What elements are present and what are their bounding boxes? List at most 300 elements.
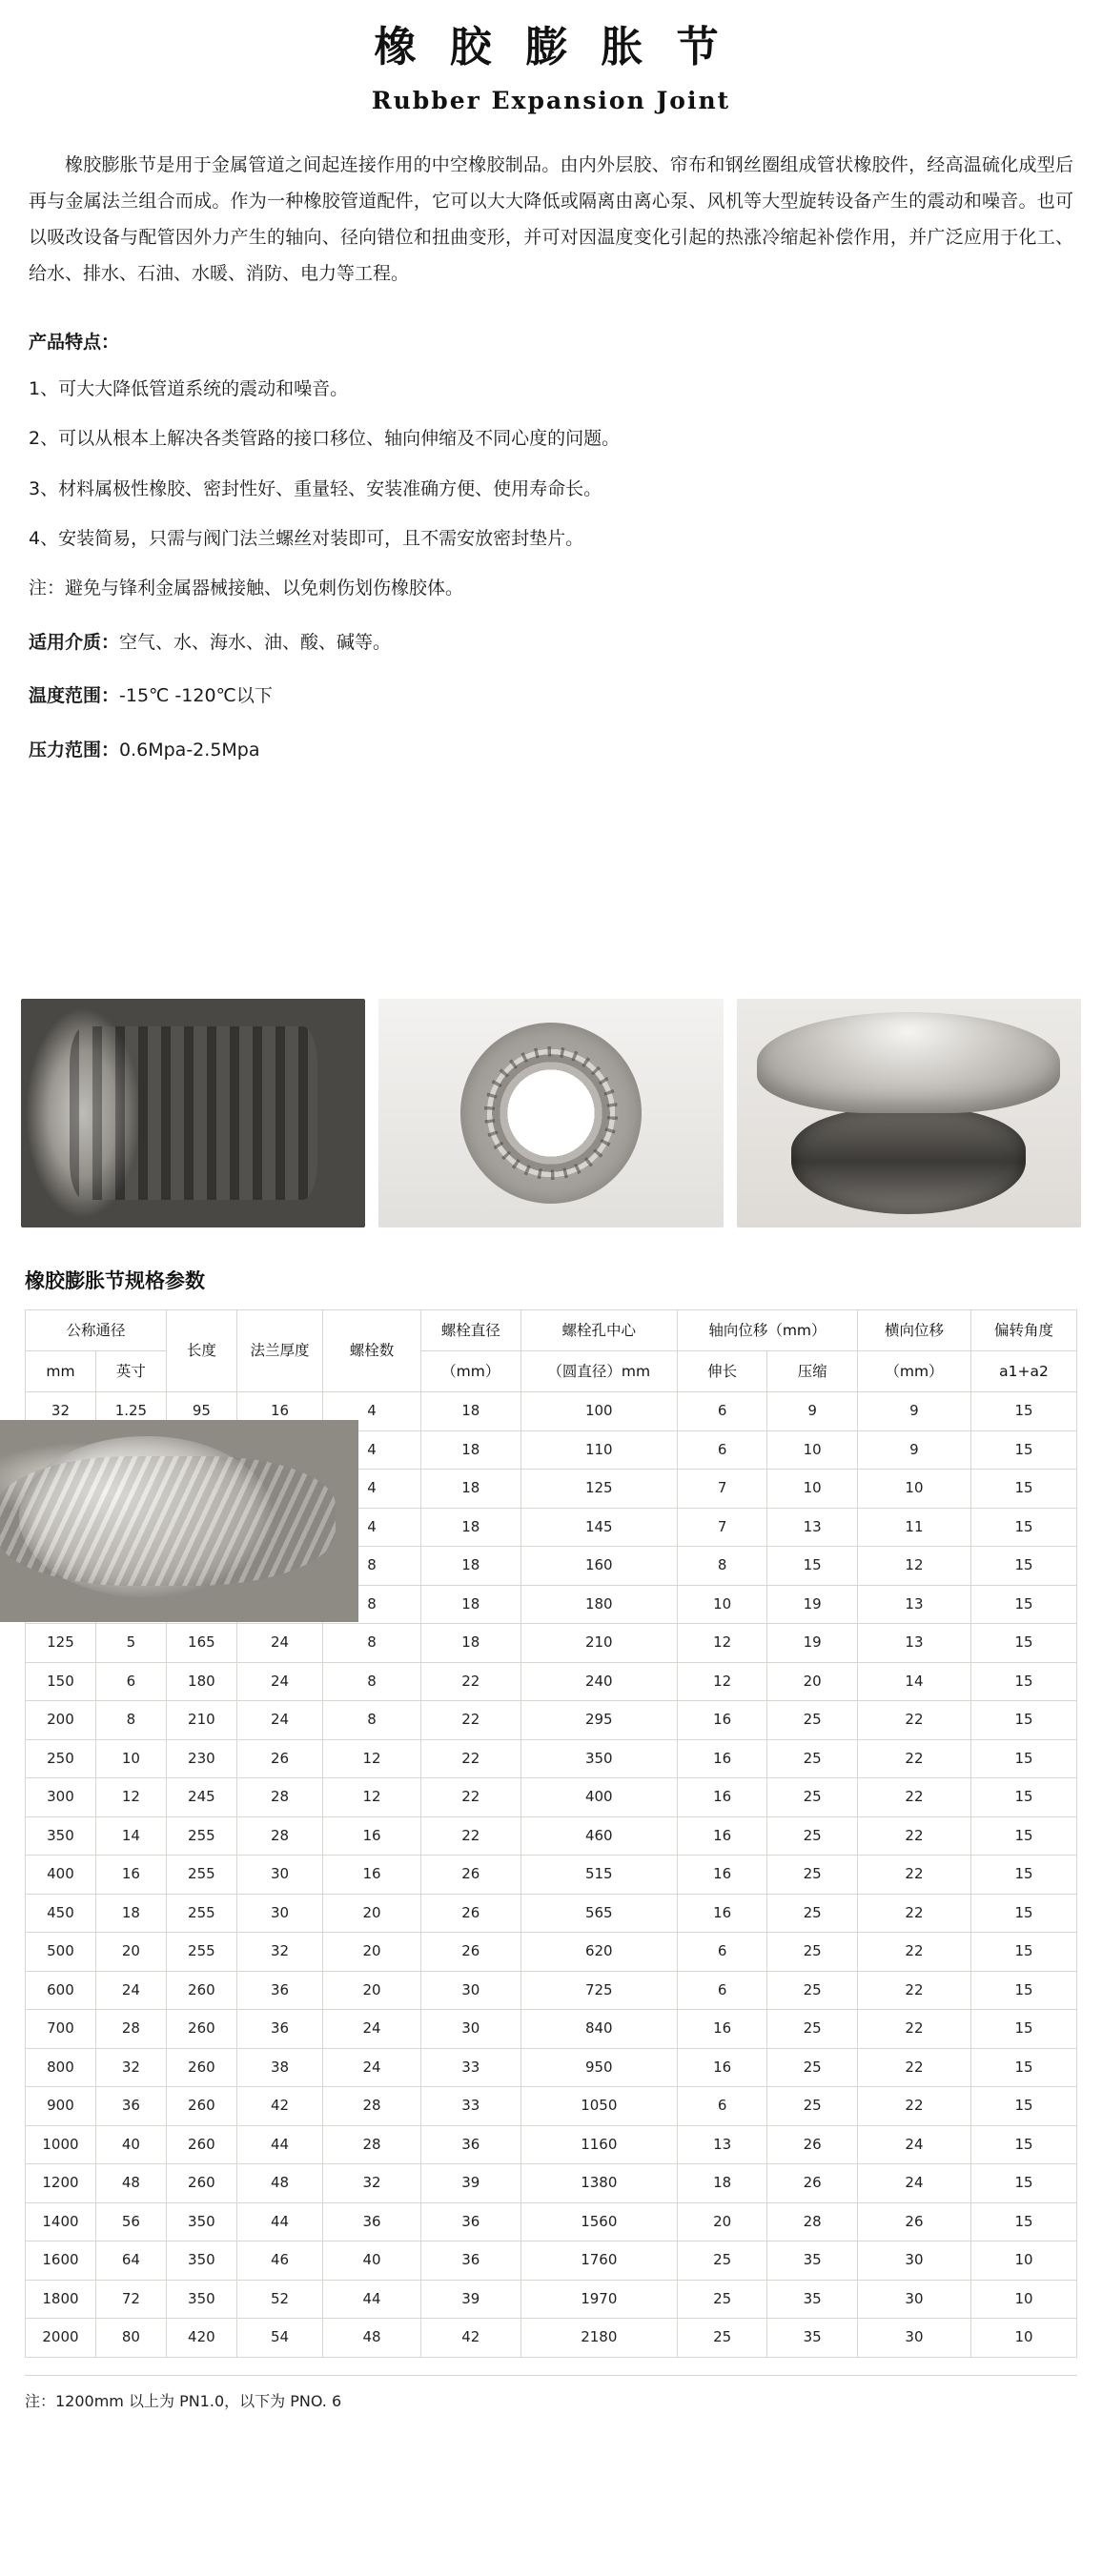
- table-cell: 28: [767, 2202, 857, 2241]
- table-cell: 725: [520, 1971, 677, 2010]
- table-row: [26, 2125, 1077, 2164]
- table-cell: 600: [26, 1971, 96, 2010]
- table-cell: 840: [520, 2010, 677, 2049]
- table-cell: 1600: [26, 2241, 96, 2281]
- table-cell: 22: [857, 1933, 970, 1972]
- table-cell: 9: [857, 1392, 970, 1431]
- table-cell: 6: [677, 1430, 766, 1470]
- table-cell: 15: [971, 1856, 1077, 1895]
- product-photo-bellow: [21, 999, 365, 1227]
- table-cell: 20: [323, 1933, 421, 1972]
- table-cell: 16: [677, 1701, 766, 1740]
- table-cell: 42: [420, 2319, 520, 2358]
- table-cell: 22: [420, 1739, 520, 1778]
- table-cell: 12: [677, 1662, 766, 1701]
- table-title: 橡胶膨胀节规格参数: [25, 1268, 205, 1292]
- table-cell: 30: [236, 1894, 322, 1933]
- features-list: [0, 375, 1102, 554]
- list-item: 3、材料属极性橡胶、密封性好、重量轻、安装准确方便、使用寿命长。: [29, 477, 602, 499]
- col-header-deflection-angle: 偏转角度: [971, 1309, 1077, 1350]
- table-cell: 255: [166, 1933, 236, 1972]
- table-cell: 260: [166, 2125, 236, 2164]
- table-cell: 42: [236, 2087, 322, 2126]
- table-cell: 25: [767, 1971, 857, 2010]
- table-cell: 28: [95, 2010, 166, 2049]
- table-cell: 400: [26, 1856, 96, 1895]
- table-row: [26, 1933, 1077, 1972]
- table-cell: 10: [971, 2280, 1077, 2319]
- table-cell: 1380: [520, 2164, 677, 2203]
- table-cell: 16: [677, 2010, 766, 2049]
- table-cell: 36: [420, 2125, 520, 2164]
- table-cell: 18: [677, 2164, 766, 2203]
- table-cell: 20: [95, 1933, 166, 1972]
- table-cell: 5: [95, 1624, 166, 1663]
- table-cell: 210: [520, 1624, 677, 1663]
- table-cell: 515: [520, 1856, 677, 1895]
- table-cell: 25: [677, 2241, 766, 2281]
- table-cell: 18: [420, 1508, 520, 1547]
- table-cell: 15: [971, 2087, 1077, 2126]
- col-header-bolt-count: 螺栓数: [323, 1309, 421, 1391]
- table-cell: 24: [95, 1971, 166, 2010]
- table-cell: 8: [323, 1701, 421, 1740]
- table-cell: 15: [971, 2125, 1077, 2164]
- table-cell: 26: [420, 1894, 520, 1933]
- table-cell: 18: [420, 1430, 520, 1470]
- table-cell: 44: [236, 2202, 322, 2241]
- table-cell: 44: [323, 2280, 421, 2319]
- table-cell: 10: [767, 1470, 857, 1509]
- table-row: [26, 1701, 1077, 1740]
- table-cell: 800: [26, 2048, 96, 2087]
- table-cell: 16: [323, 1856, 421, 1895]
- table-row: [26, 2010, 1077, 2049]
- table-cell: 255: [166, 1894, 236, 1933]
- spec-medium: [29, 628, 1073, 657]
- table-cell: 420: [166, 2319, 236, 2358]
- table-cell: 1760: [520, 2241, 677, 2281]
- table-cell: 12: [677, 1624, 766, 1663]
- table-cell: 36: [323, 2202, 421, 2241]
- table-cell: 26: [767, 2164, 857, 2203]
- table-cell: 4: [323, 1430, 421, 1470]
- spec-pressure-label: 压力范围：: [29, 739, 120, 761]
- table-cell: 16: [677, 1816, 766, 1856]
- table-cell: 18: [420, 1585, 520, 1624]
- table-cell: 24: [857, 2125, 970, 2164]
- table-cell: 35: [767, 2280, 857, 2319]
- table-cell: 18: [95, 1894, 166, 1933]
- table-cell: 30: [236, 1856, 322, 1895]
- table-cell: 1560: [520, 2202, 677, 2241]
- table-cell: 15: [971, 1739, 1077, 1778]
- table-cell: 20: [323, 1894, 421, 1933]
- table-cell: 230: [166, 1739, 236, 1778]
- list-item: 1、可大大降低管道系统的震动和噪音。: [29, 377, 349, 399]
- table-cell: 30: [420, 1971, 520, 2010]
- product-photo-cone: [737, 999, 1081, 1227]
- table-cell: 125: [520, 1470, 677, 1509]
- table-cell: 19: [767, 1624, 857, 1663]
- table-cell: 100: [520, 1392, 677, 1431]
- table-row: [26, 2280, 1077, 2319]
- table-cell: 54: [236, 2319, 322, 2358]
- table-cell: 300: [26, 1778, 96, 1817]
- safety-note: 注：避免与锋利金属器械接触、以免刺伤划伤橡胶体。: [29, 578, 464, 599]
- table-cell: 80: [95, 2319, 166, 2358]
- list-item: 2、可以从根本上解决各类管路的接口移位、轴向伸缩及不同心度的问题。: [29, 428, 621, 450]
- table-cell: 26: [420, 1933, 520, 1972]
- table-cell: 15: [971, 2164, 1077, 2203]
- table-cell: 250: [26, 1739, 96, 1778]
- table-cell: 460: [520, 1816, 677, 1856]
- table-cell: 13: [767, 1508, 857, 1547]
- spec-temperature-value: -15℃ -120℃以下: [119, 685, 273, 707]
- table-cell: 48: [95, 2164, 166, 2203]
- table-cell: 255: [166, 1816, 236, 1856]
- table-cell: 15: [971, 1508, 1077, 1547]
- table-cell: 16: [236, 1392, 322, 1431]
- table-cell: 24: [236, 1624, 322, 1663]
- table-cell: 25: [767, 1816, 857, 1856]
- table-cell: 95: [166, 1392, 236, 1431]
- table-cell: 24: [236, 1701, 322, 1740]
- table-cell: 22: [857, 2010, 970, 2049]
- table-cell: 1160: [520, 2125, 677, 2164]
- table-row: [26, 1894, 1077, 1933]
- table-cell: 15: [971, 2010, 1077, 2049]
- table-row: [26, 1971, 1077, 2010]
- table-cell: 36: [420, 2202, 520, 2241]
- table-cell: 33: [420, 2087, 520, 2126]
- table-cell: 15: [971, 1662, 1077, 1701]
- rubber-joint-bundle-image: [0, 1420, 358, 1622]
- table-cell: 25: [767, 2010, 857, 2049]
- table-row: [26, 1662, 1077, 1701]
- page-title-cn: 橡 胶 膨 胀 节: [374, 23, 728, 71]
- table-cell: 25: [767, 1894, 857, 1933]
- table-cell: 14: [857, 1662, 970, 1701]
- table-cell: 11: [857, 1508, 970, 1547]
- table-cell: 12: [323, 1778, 421, 1817]
- table-cell: 6: [677, 1392, 766, 1431]
- table-cell: 295: [520, 1701, 677, 1740]
- table-cell: 25: [677, 2319, 766, 2358]
- table-cell: 15: [971, 1585, 1077, 1624]
- col-subheader-angle: a1+a2: [971, 1351, 1077, 1392]
- table-cell: 180: [520, 1585, 677, 1624]
- table-cell: 16: [677, 2048, 766, 2087]
- table-cell: 25: [767, 1701, 857, 1740]
- table-cell: 15: [971, 2202, 1077, 2241]
- table-cell: 255: [166, 1856, 236, 1895]
- table-cell: 7: [677, 1508, 766, 1547]
- table-cell: 15: [971, 1816, 1077, 1856]
- table-cell: 12: [95, 1778, 166, 1817]
- table-cell: 15: [971, 1933, 1077, 1972]
- table-cell: 30: [420, 2010, 520, 2049]
- table-cell: 620: [520, 1933, 677, 1972]
- table-cell: 48: [323, 2319, 421, 2358]
- table-cell: 260: [166, 2010, 236, 2049]
- table-cell: 13: [677, 2125, 766, 2164]
- table-cell: 15: [971, 1470, 1077, 1509]
- table-cell: 6: [677, 1933, 766, 1972]
- table-cell: 400: [520, 1778, 677, 1817]
- table-cell: 240: [520, 1662, 677, 1701]
- table-cell: 15: [971, 1778, 1077, 1817]
- table-cell: 950: [520, 2048, 677, 2087]
- table-cell: 22: [420, 1701, 520, 1740]
- table-cell: 15: [971, 1547, 1077, 1586]
- table-cell: 64: [95, 2241, 166, 2281]
- table-cell: 56: [95, 2202, 166, 2241]
- table-cell: 110: [520, 1430, 677, 1470]
- table-cell: 25: [767, 1739, 857, 1778]
- table-cell: 260: [166, 1971, 236, 2010]
- table-cell: 245: [166, 1778, 236, 1817]
- table-cell: 28: [323, 2125, 421, 2164]
- table-cell: 165: [166, 1624, 236, 1663]
- table-cell: 20: [677, 2202, 766, 2241]
- table-cell: 16: [677, 1856, 766, 1895]
- product-photo-bundle: [0, 1420, 358, 1622]
- table-cell: 25: [677, 2280, 766, 2319]
- table-cell: 10: [857, 1470, 970, 1509]
- table-cell: 4: [323, 1470, 421, 1509]
- table-cell: 33: [420, 2048, 520, 2087]
- table-cell: 180: [166, 1662, 236, 1701]
- table-cell: 8: [677, 1547, 766, 1586]
- table-cell: 2180: [520, 2319, 677, 2358]
- table-cell: 13: [857, 1624, 970, 1663]
- spec-pressure-value: 0.6Mpa-2.5Mpa: [119, 739, 260, 761]
- table-cell: 15: [971, 1624, 1077, 1663]
- table-cell: 39: [420, 2280, 520, 2319]
- table-cell: 260: [166, 2087, 236, 2126]
- table-cell: 4: [323, 1392, 421, 1431]
- table-cell: 565: [520, 1894, 677, 1933]
- table-cell: 15: [971, 1971, 1077, 2010]
- table-cell: 350: [166, 2202, 236, 2241]
- table-cell: 500: [26, 1933, 96, 1972]
- table-row: [26, 2202, 1077, 2241]
- table-cell: 36: [420, 2241, 520, 2281]
- col-subheader-lateral-unit: （mm）: [857, 1351, 970, 1392]
- table-row: [26, 2319, 1077, 2358]
- table-cell: 6: [677, 2087, 766, 2126]
- table-cell: 25: [767, 2087, 857, 2126]
- table-cell: 36: [236, 2010, 322, 2049]
- table-cell: 18: [420, 1547, 520, 1586]
- spec-temperature: [29, 681, 1073, 710]
- table-cell: 15: [971, 1392, 1077, 1431]
- table-cell: 28: [323, 2087, 421, 2126]
- table-cell: 9: [767, 1392, 857, 1431]
- col-subheader-mm: mm: [26, 1351, 96, 1392]
- features-heading: 产品特点：: [29, 331, 120, 353]
- table-cell: 15: [767, 1547, 857, 1586]
- table-row: [26, 1739, 1077, 1778]
- table-cell: 28: [236, 1816, 322, 1856]
- table-row: [26, 1856, 1077, 1895]
- table-cell: 14: [95, 1816, 166, 1856]
- table-cell: 7: [677, 1470, 766, 1509]
- table-cell: 10: [767, 1430, 857, 1470]
- col-subheader-extension: 伸长: [677, 1351, 766, 1392]
- table-cell: 15: [971, 1430, 1077, 1470]
- table-cell: 72: [95, 2280, 166, 2319]
- col-header-axial-displacement: 轴向位移（mm）: [677, 1309, 857, 1350]
- col-subheader-bolt-hole-center-unit: （圆直径）mm: [520, 1351, 677, 1392]
- table-cell: 26: [420, 1856, 520, 1895]
- table-cell: 22: [857, 1816, 970, 1856]
- table-cell: 13: [857, 1585, 970, 1624]
- table-cell: 1200: [26, 2164, 96, 2203]
- table-cell: 22: [420, 1662, 520, 1701]
- table-cell: 16: [677, 1778, 766, 1817]
- table-cell: 8: [323, 1547, 421, 1586]
- table-cell: 35: [767, 2319, 857, 2358]
- table-cell: 24: [857, 2164, 970, 2203]
- table-cell: 26: [236, 1739, 322, 1778]
- table-cell: 25: [767, 1778, 857, 1817]
- table-cell: 350: [166, 2241, 236, 2281]
- list-item: 4、安装简易，只需与阀门法兰螺丝对装即可，且不需安放密封垫片。: [29, 527, 584, 549]
- table-cell: 350: [520, 1739, 677, 1778]
- table-row: [26, 2241, 1077, 2281]
- table-cell: 38: [236, 2048, 322, 2087]
- table-cell: 700: [26, 2010, 96, 2049]
- table-cell: 22: [857, 1894, 970, 1933]
- table-cell: 1800: [26, 2280, 96, 2319]
- table-cell: 48: [236, 2164, 322, 2203]
- table-cell: 32: [323, 2164, 421, 2203]
- table-cell: 8: [323, 1662, 421, 1701]
- table-cell: 22: [857, 2048, 970, 2087]
- table-cell: 16: [677, 1894, 766, 1933]
- table-cell: 8: [323, 1585, 421, 1624]
- table-cell: 24: [323, 2048, 421, 2087]
- table-cell: 150: [26, 1662, 96, 1701]
- table-cell: 16: [323, 1816, 421, 1856]
- table-cell: 26: [767, 2125, 857, 2164]
- col-subheader-bolt-diameter-unit: （mm）: [420, 1351, 520, 1392]
- table-cell: 22: [857, 1971, 970, 2010]
- table-cell: 1050: [520, 2087, 677, 2126]
- table-cell: 1970: [520, 2280, 677, 2319]
- table-cell: 8: [323, 1624, 421, 1663]
- spec-medium-value: 空气、水、海水、油、酸、碱等。: [119, 631, 392, 653]
- table-row: [26, 1816, 1077, 1856]
- table-cell: 22: [420, 1778, 520, 1817]
- table-cell: 260: [166, 2048, 236, 2087]
- col-header-flange-thickness: 法兰厚度: [236, 1309, 322, 1391]
- table-cell: 260: [166, 2164, 236, 2203]
- table-cell: 24: [323, 2010, 421, 2049]
- col-header-length: 长度: [166, 1309, 236, 1391]
- table-row: [26, 1778, 1077, 1817]
- table-cell: 20: [323, 1971, 421, 2010]
- table-cell: 12: [323, 1739, 421, 1778]
- table-cell: 125: [26, 1624, 96, 1663]
- table-cell: 15: [971, 1701, 1077, 1740]
- col-header-lateral-displacement: 横向位移: [857, 1309, 970, 1350]
- table-row: [26, 1624, 1077, 1663]
- table-cell: 6: [677, 1971, 766, 2010]
- table-cell: 10: [971, 2241, 1077, 2281]
- table-cell: 350: [26, 1816, 96, 1856]
- table-cell: 16: [677, 1739, 766, 1778]
- table-cell: 22: [857, 1778, 970, 1817]
- product-photo-row: [21, 999, 1081, 1227]
- table-cell: 32: [26, 1392, 96, 1431]
- table-cell: 16: [95, 1856, 166, 1895]
- table-footnote: 注：1200mm 以上为 PN1.0，以下为 PNO. 6: [25, 2375, 1077, 2411]
- table-cell: 36: [236, 1971, 322, 2010]
- spec-pressure: [29, 736, 1073, 764]
- table-row: [26, 2087, 1077, 2126]
- table-cell: 28: [236, 1778, 322, 1817]
- table-cell: 6: [95, 1662, 166, 1701]
- table-cell: 20: [767, 1662, 857, 1701]
- table-cell: 22: [857, 1739, 970, 1778]
- table-row: [26, 2048, 1077, 2087]
- table-cell: 15: [971, 1894, 1077, 1933]
- table-cell: 35: [767, 2241, 857, 2281]
- table-cell: 22: [857, 2087, 970, 2126]
- col-subheader-inch: 英寸: [95, 1351, 166, 1392]
- table-cell: 22: [420, 1816, 520, 1856]
- table-cell: 4: [323, 1508, 421, 1547]
- table-cell: 9: [857, 1430, 970, 1470]
- table-cell: 12: [857, 1547, 970, 1586]
- page-title-en: Rubber Expansion Joint: [371, 86, 731, 114]
- table-cell: 145: [520, 1508, 677, 1547]
- table-cell: 1400: [26, 2202, 96, 2241]
- table-cell: 18: [420, 1470, 520, 1509]
- col-header-nominal-diameter: 公称通径: [26, 1309, 167, 1350]
- table-cell: 160: [520, 1547, 677, 1586]
- col-header-bolt-hole-center: 螺栓孔中心: [520, 1309, 677, 1350]
- table-cell: 2000: [26, 2319, 96, 2358]
- table-cell: 46: [236, 2241, 322, 2281]
- table-cell: 30: [857, 2319, 970, 2358]
- table-cell: 25: [767, 1933, 857, 1972]
- table-cell: 30: [857, 2280, 970, 2319]
- table-cell: 450: [26, 1894, 96, 1933]
- table-row: [26, 2164, 1077, 2203]
- table-cell: 210: [166, 1701, 236, 1740]
- table-cell: 10: [95, 1739, 166, 1778]
- intro-paragraph: 橡胶膨胀节是用于金属管道之间起连接作用的中空橡胶制品。由内外层胶、帘布和钢丝圈组成管状橡胶件，经高温硫化成型后再与金属法兰组合而成。作为一种橡胶管道配件，它可以大大降低或隔离由离心泵、风机等大型旋转设备产生的震动和噪音。也可以吸改设备与配管因外力产生的轴向、径向错位和扭曲变形，并可对因温度变化引起的热涨冷缩起补偿作用，并广泛应用于化工、给水、排水、石油、水暖、消防、电力等工程。: [29, 153, 1073, 284]
- table-cell: 32: [236, 1933, 322, 1972]
- table-cell: 22: [857, 1856, 970, 1895]
- table-cell: 10: [971, 2319, 1077, 2358]
- table-cell: 26: [857, 2202, 970, 2241]
- table-cell: 1.25: [95, 1392, 166, 1431]
- table-cell: 30: [857, 2241, 970, 2281]
- col-header-bolt-diameter: 螺栓直径: [420, 1309, 520, 1350]
- table-cell: 22: [857, 1701, 970, 1740]
- table-cell: 1000: [26, 2125, 96, 2164]
- table-cell: 200: [26, 1701, 96, 1740]
- table-cell: 40: [95, 2125, 166, 2164]
- table-cell: 36: [95, 2087, 166, 2126]
- table-cell: 900: [26, 2087, 96, 2126]
- table-cell: 25: [767, 1856, 857, 1895]
